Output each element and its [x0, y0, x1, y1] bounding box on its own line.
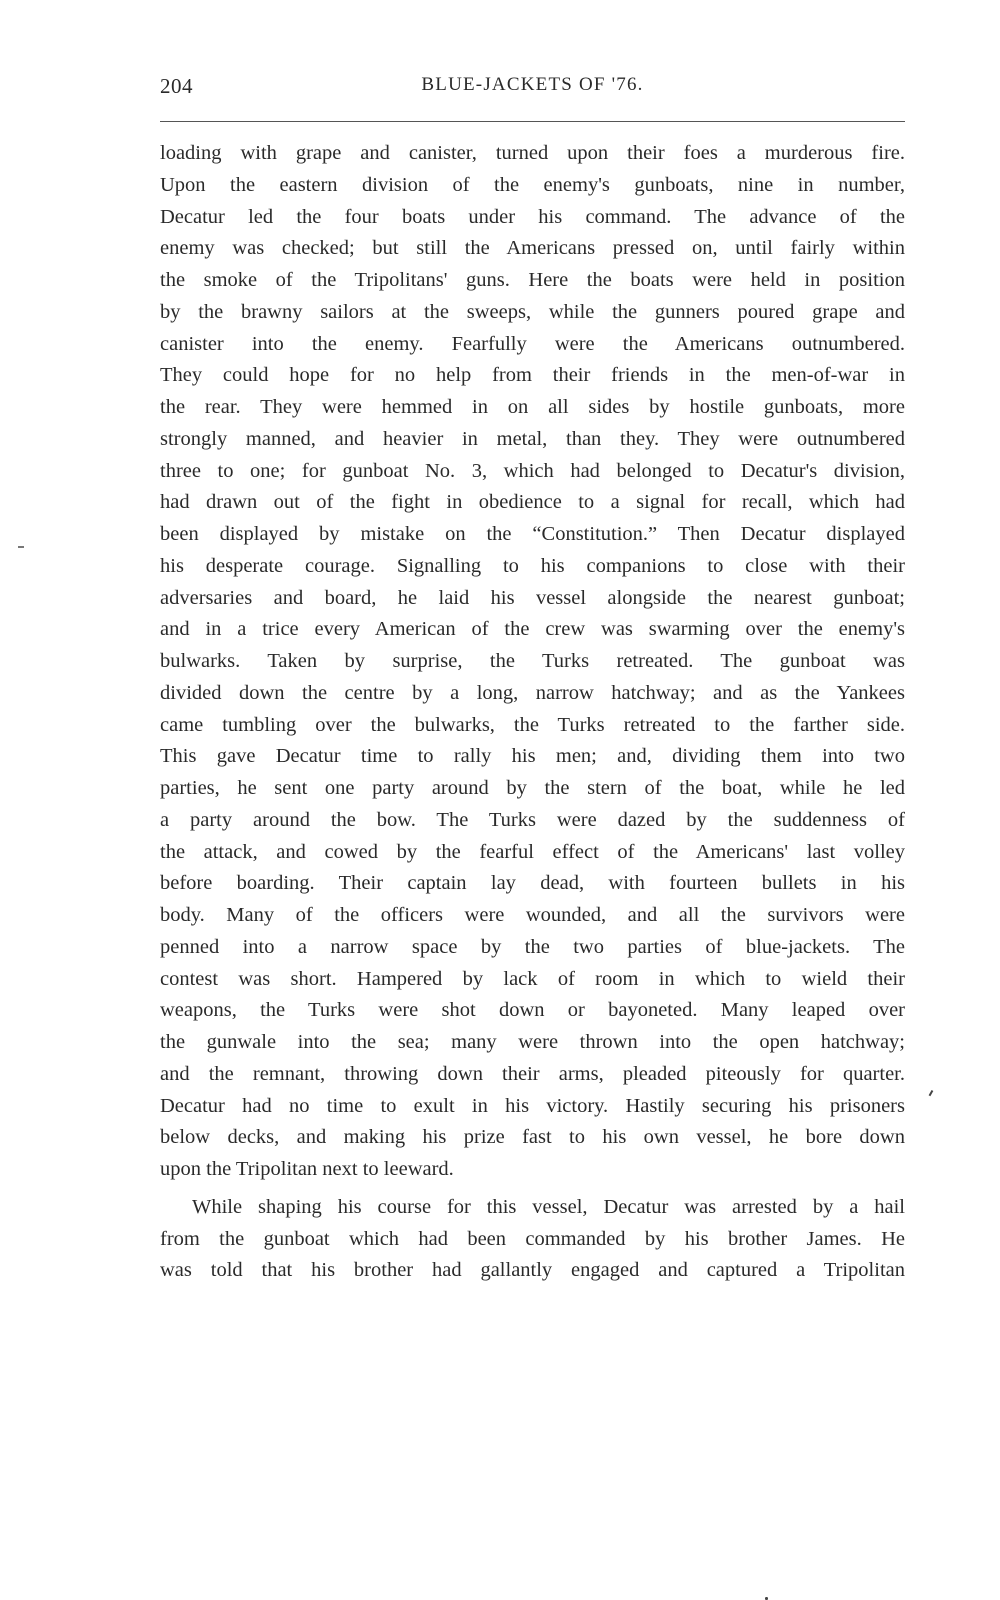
- text-line: the rear. They were hemmed in on all sides by hostile gunboats, more: [160, 396, 905, 418]
- running-title: BLUE-JACKETS OF '76.: [421, 74, 644, 95]
- text-line: enemy was checked; but still the Americans pressed on, until fairly within: [160, 237, 905, 260]
- text-line: three to one; for gunboat No. 3, which had belonged to Decatur's division,: [160, 459, 905, 482]
- margin-mark: [18, 546, 24, 548]
- page-header: [160, 74, 905, 108]
- text-line: Decatur had no time to exult in his victory. Hastily securing his prisoners: [160, 1094, 905, 1117]
- text-line: the gunwale into the sea; many were thrown into the open hatchway;: [160, 1031, 905, 1053]
- text-line: upon the Tripolitan next to leeward.: [160, 1158, 454, 1180]
- text-line: body. Many of the officers were wounded, and all the survivors were: [160, 904, 905, 926]
- text-line: contest was short. Hampered by lack of room in which to wield their: [160, 967, 905, 990]
- text-line: parties, he sent one party around by the stern of the boat, while he led: [160, 777, 905, 799]
- text-line: from the gunboat which had been commanded by his brother James. He: [160, 1227, 905, 1250]
- text-line: the attack, and cowed by the fearful effect of the Americans' last volley: [160, 840, 905, 863]
- header-rule: [160, 121, 905, 122]
- text-line: came tumbling over the bulwarks, the Turks retreated to the farther side.: [160, 713, 905, 736]
- text-line: adversaries and board, he laid his vessel alongside the nearest gunboat;: [160, 586, 905, 609]
- paragraph-2: [160, 1192, 905, 1287]
- text-line: This gave Decatur time to rally his men; and, dividing them into two: [160, 745, 905, 768]
- text-line: While shaping his course for this vessel, Decatur was arrested by a hail: [192, 1195, 905, 1218]
- text-line: penned into a narrow space by the two parties of blue-jackets. The: [160, 935, 905, 958]
- text-line: before boarding. Their captain lay dead, with fourteen bullets in his: [160, 872, 905, 895]
- text-line: weapons, the Turks were shot down or bayoneted. Many leaped over: [160, 999, 905, 1022]
- print-speck: [765, 1597, 768, 1600]
- text-line: a party around the bow. The Turks were dazed by the suddenness of: [160, 808, 905, 831]
- text-line: Decatur led the four boats under his command. The advance of the: [160, 205, 905, 228]
- text-line: strongly manned, and heavier in metal, than they. They were outnumbered: [160, 427, 905, 450]
- text-line: below decks, and making his prize fast to his own vessel, he bore down: [160, 1126, 905, 1149]
- text-line: was told that his brother had gallantly engaged and captured a Tripolitan: [160, 1259, 905, 1282]
- text-line: They could hope for no help from their friends in the men-of-war in: [160, 364, 905, 387]
- text-line: and the remnant, throwing down their arms, pleaded piteously for quarter.: [160, 1062, 905, 1085]
- text-line: divided down the centre by a long, narrow hatchway; and as the Yankees: [160, 681, 905, 704]
- text-line: had drawn out of the fight in obedience to a signal for recall, which had: [160, 491, 905, 514]
- page-number: 204: [160, 74, 193, 98]
- text-line: canister into the enemy. Fearfully were the Americans outnumbered.: [160, 332, 905, 355]
- text-line: the smoke of the Tripolitans' guns. Here the boats were held in position: [160, 269, 905, 291]
- text-line: and in a trice every American of the crew was swarming over the enemy's: [160, 618, 905, 641]
- text-line: by the brawny sailors at the sweeps, while the gunners poured grape and: [160, 300, 905, 323]
- print-speck: [929, 1090, 933, 1096]
- paragraph-1: [160, 138, 905, 1186]
- text-line: Upon the eastern division of the enemy's gunboats, nine in number,: [160, 173, 905, 196]
- text-line: loading with grape and canister, turned upon their foes a murderous fire.: [160, 142, 905, 164]
- text-line: been displayed by mistake on the “Constitution.” Then Decatur displayed: [160, 523, 905, 545]
- text-line: his desperate courage. Signalling to his companions to close with their: [160, 554, 905, 577]
- text-line: bulwarks. Taken by surprise, the Turks retreated. The gunboat was: [160, 650, 905, 672]
- body-text: [160, 138, 905, 1287]
